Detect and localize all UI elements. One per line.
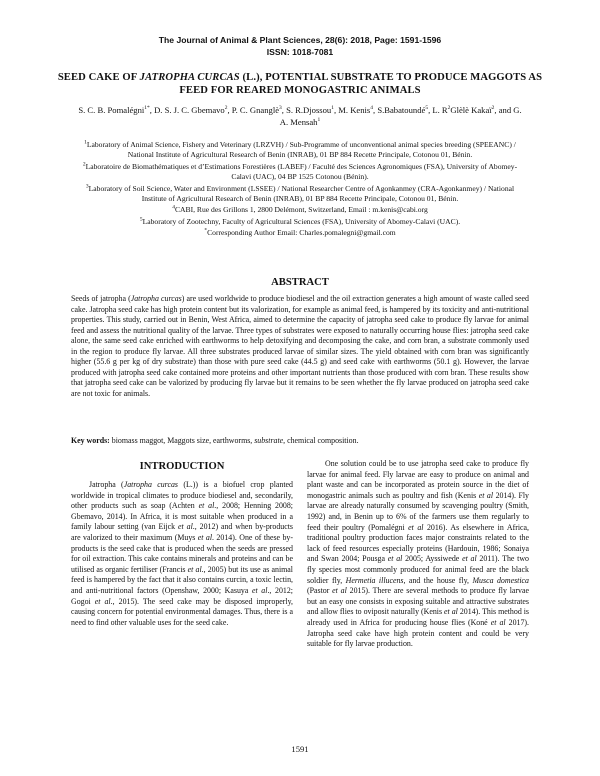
text: 2017). Jatropha seed cake have high protein content and could be very suitable for fly larvae production. (307, 617, 530, 649)
affiliation-text: Laboratory of Soil Science, Water and Environment (LSSEE) / National Researcher Centre of Agonkanmey (CRA-Agonkanmey) / National Institute of Agricultural Research of Benin (INRAB), 01 BP 884 Recette Principale, Cotonou 01, Bénin. (88, 183, 515, 204)
journal-citation: The Journal of Animal & Plant Sciences, 28(6): 2018, Page: 1591-1596 (158, 35, 442, 45)
author: , and G. A. Mensah (279, 105, 522, 127)
affiliation-text: Corresponding Author Email: Charles.pomalegni@gmail.com (207, 228, 396, 238)
text: ., 2008; Henning 2008; Gbemavo, 2014). In Africa, it is most suitable when produced in a family labour setting (van Eijck (71, 501, 293, 532)
affiliation-text: Laboratory of Animal Science, Fishery and Veterinary (LRZVH) / Sub-Programme of unconventional animal species breeding (SPEEANC) / National Institute of Agricultural Research of Benin (INRAB), 01 BP 884 Recette Principale, Cotonou 01, Bénin. (86, 140, 516, 160)
et-al: et al (444, 607, 458, 617)
text: Jatropha ( (89, 480, 124, 489)
author: Glèlè Kakaï (450, 105, 492, 115)
author-sup: 2 (447, 105, 451, 112)
et-al: et al (462, 554, 477, 564)
affiliation-sup: 2 (82, 161, 86, 168)
et-al: et al (197, 532, 213, 542)
author-list (78, 105, 522, 128)
author: , P. C. Gnanglè (227, 105, 280, 115)
affiliation-sup: 4 (172, 204, 175, 211)
affiliation-sup: 1 (84, 139, 87, 146)
abstract-text: ) are used worldwide to produce biodiesel and the oil extraction generates a high amount of waste called seed cake. Jatropha seed cake has high protein content but its valorization, for example as animal feed, is hampered by its toxicity and anti-nutritional properties. This study, carried out in Benin, West Africa, aimed to determine the capacity of jatropha seed cake to produce fly larvae for animal feed and assess the nutritional quality of the larvae. Three types of substrates were exposed to naturally occurring house flies: jatropha seed cake alone, the same seed cake enriched with earthworms to help detoxifying and decomposing the cake, and corn bran, a substrate commonly used in the region to produce fly larvae. All three substrates produced larvae of similar sizes. The yield obtained with corn bran was significantly higher (55.6 g per kg of dry substrate) than those with pure seed cake (44.5 g) and seed cake with earthworms (50.1 g). However, the larvae produced with jatropha seed cake contained more proteins and other important nutrients than those produced with corn bran. These results show that jatropha seed cake can be valorized by producing fly larvae but it remains to be seen whether the fly larvae produced on jatropha seed cake are not toxic for animals. (71, 294, 530, 398)
affiliation-5 (76, 217, 524, 227)
keywords-text: biomass maggot, Maggots size, earthworms, (109, 436, 255, 445)
text: ., 2012) and when by-products are valorized to their maximum (Muys (71, 522, 293, 542)
et-al: et al (490, 617, 506, 627)
author: , S.Babatoundé (373, 105, 426, 115)
species: Hermetia illucens (345, 575, 404, 585)
corresponding-author (76, 228, 524, 238)
keywords-text: , chemical composition. (283, 436, 359, 445)
et-al: et al (187, 564, 202, 574)
right-column (307, 459, 529, 650)
title-part1: SEED CAKE OF (57, 72, 140, 83)
text: ., 2012; Gogoi (71, 585, 293, 606)
affiliation-sup: * (204, 227, 208, 234)
author-sup: 2 (491, 105, 495, 112)
text: 2014). Fly larvae are already naturally consumed by scavenging poultry (Smith, 1992) and, in Benin up to 6% of the farmers use them regularly to feed their poultry (Pomalégni (307, 490, 529, 532)
keywords (71, 436, 529, 447)
abstract-body (71, 294, 529, 399)
et-al: et al (478, 490, 494, 500)
abstract-species: Jatropha curcas (130, 294, 182, 303)
text: (Pastor (307, 586, 333, 596)
affiliation-3 (76, 184, 524, 205)
et-al: et al (94, 596, 111, 606)
intro-paragraph-2 (307, 459, 529, 650)
affiliation-1 (76, 140, 524, 161)
affiliation-sup: 5 (139, 216, 143, 223)
title-part2: (L.), POTENTIAL SUBSTRATE TO PRODUCE MAGGOTS AS FEED FOR REARED MONOGASTRIC ANIMALS (179, 72, 543, 96)
text: One solution could be to use jatropha seed cake to produce fly larvae for animal feed. Fly larvae are easy to produce on animal and plant waste and can be incorporated as protein source in the diet of monogastric animals such as poultry and fish (Kenis (307, 459, 529, 500)
keywords-italic: substrate (254, 436, 284, 445)
affiliation-sup: 3 (85, 183, 89, 190)
species: Jatropha curcas (123, 480, 178, 489)
paper-title (56, 71, 544, 97)
author-sup: 1* (144, 105, 150, 112)
journal-header (0, 34, 600, 58)
text: (L.)) is a biofuel crop planted worldwide in tropical climates to produce biodiesel and, secondarily, other products such as soap (Achten (71, 480, 294, 511)
text: 2005; Ayssiwede (402, 554, 463, 564)
abstract-text: Seeds of jatropha ( (71, 294, 131, 303)
author: , D. S. J. C. Gbemavo (149, 105, 225, 115)
author: , S. R.Djossou (281, 105, 332, 115)
text: 2011). The two fly species most commonly produced for animal feed are the black soldier fly, (307, 554, 530, 585)
author-sup: 1 (317, 116, 321, 123)
affiliation-text: CABI, Rue des Grillons 1, 2800 Delémont, Switzerland, Email : m.kenis@cabi.org (174, 205, 428, 215)
title-species: JATROPHA CURCAS (139, 72, 240, 83)
text: ., 2005) but its use as animal feed is hampered by the fact that it also contains curcin, a toxic lectin, and anti-nutritional factors (Openshaw, 2000; Kasuya (71, 564, 293, 595)
affiliations (76, 140, 524, 240)
et-al: et al (408, 522, 424, 532)
text: 2014). This method is already used in Africa for producing house flies (Koné (307, 607, 530, 627)
affiliation-text: Laboratory of Zootechny, Faculty of Agricultural Sciences (FSA), University of Abomey-Calavi (UAC). (142, 216, 461, 226)
abstract-heading: ABSTRACT (271, 277, 329, 288)
affiliation-4 (76, 205, 524, 215)
affiliation-2 (76, 162, 524, 183)
page-number: 1591 (291, 744, 309, 754)
author-sup: 4 (370, 105, 374, 112)
author-sup: 3 (279, 105, 282, 112)
text: ., 2015). The seed cake may be disposed improperly, causing concern for potential environmental damages. Thus, there is a need to find other valuable uses for the seed cake. (71, 596, 293, 627)
author-sup: 5 (425, 105, 429, 112)
species: Musca domestica (472, 575, 529, 585)
intro-paragraph-1 (71, 480, 293, 628)
introduction-heading: INTRODUCTION (139, 461, 225, 472)
author: , M. Kenis (333, 105, 371, 115)
et-al: et al (387, 554, 403, 564)
left-column (71, 480, 293, 628)
et-al: et al (198, 501, 215, 511)
keywords-label: Key words: (71, 436, 110, 445)
affiliation-text: Laboratoire de Biomathématiques et d’Estimations Forestières (LABEF) / Faculté des Sciences Agronomiques (FSA), University of Abomey-Calavi (UAC), 04 BP 1525 Cotonou (Bénin). (85, 161, 518, 182)
et-al: et al (251, 585, 268, 595)
issn: ISSN: 1018-7081 (266, 47, 334, 57)
et-al: et al (178, 522, 193, 532)
text: , and the house fly, (403, 575, 473, 585)
text: 2015). There are several methods to produce fly larvae but an easy one consists in exposing suitable and attractive substrates and allow flies to oviposit naturally (Kenis (307, 586, 529, 617)
text: . 2014). One of these by-products is the seed cake that is produced when the seeds are pressed for oil extraction. This cake contains minerals and proteins and can be utilised as organic fertiliser (Francis (71, 532, 293, 574)
author-sup: 2 (224, 105, 228, 112)
author: S. C. B. Pomalégni (78, 105, 145, 115)
author-sup: 1 (331, 105, 334, 112)
et-al: et al (332, 586, 347, 596)
text: 2016). As elsewhere in Africa, traditional poultry production faces major constraints related to the lack of feed resources especially proteins (Hardouin, 1986; Sonaiya and Swan 2004; Pousga (307, 522, 529, 564)
author: , L. R (428, 105, 448, 115)
